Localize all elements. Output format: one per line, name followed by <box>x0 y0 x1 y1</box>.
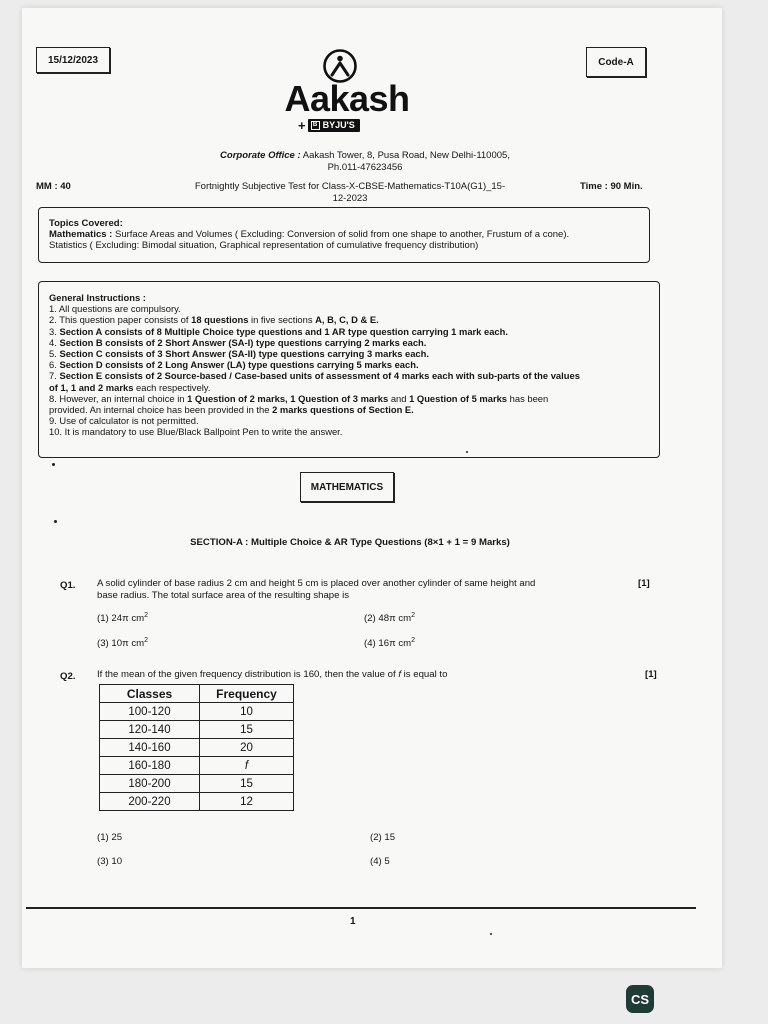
q2-text <box>97 669 617 681</box>
q1-text <box>97 578 637 601</box>
time-allowed: Time : 90 Min. <box>580 181 643 192</box>
byjus-mark-icon: B <box>311 121 320 130</box>
scan-speck <box>54 520 57 523</box>
instruction-3 <box>49 326 649 337</box>
header-frequency: Frequency <box>200 685 294 703</box>
date-box <box>36 47 110 73</box>
instruction-text: and <box>388 392 410 404</box>
instruction-emphasis: Section B consists of 2 Short Answer (SA-I) type questions carrying 2 marks each. <box>59 336 427 348</box>
instruction-text: provided. An internal choice has been provided in the <box>49 404 273 416</box>
brand-name: Aakash <box>284 78 410 119</box>
camscanner-badge-icon <box>626 985 654 1013</box>
instruction-7-cont <box>49 382 649 393</box>
class-cell: 140-160 <box>100 739 200 757</box>
option-label: (3) <box>97 638 109 650</box>
instruction-emphasis: Section C consists of 3 Short Answer (SA-II) type questions carrying 3 marks each. <box>59 348 429 360</box>
option-label: (4) <box>364 638 376 650</box>
q1-option-2 <box>364 612 415 624</box>
instruction-emphasis: A, B, C, D & E. <box>315 314 379 326</box>
topics-math-label: Mathematics : <box>49 229 113 240</box>
instruction-emphasis: 2 marks questions of Section E. <box>272 404 414 416</box>
header-classes: Classes <box>100 685 200 703</box>
subject-box <box>300 472 394 502</box>
class-cell: 200-220 <box>100 793 200 811</box>
instruction-9: 9. Use of calculator is not permitted. <box>49 415 199 427</box>
q2-variable: f <box>398 669 401 680</box>
option-exponent: 2 <box>411 637 416 644</box>
partner-name: BYJU'S <box>322 120 355 130</box>
instruction-text: has been <box>507 392 549 404</box>
topics-heading: Topics Covered: <box>49 218 123 229</box>
instruction-text: 2. This question paper consists of <box>49 314 192 326</box>
class-cell: 120-140 <box>100 721 200 739</box>
subject-name: MATHEMATICS <box>310 481 384 493</box>
instruction-10: 10. It is mandatory to use Blue/Black Ballpoint Pen to write the answer. <box>49 426 343 438</box>
footer-rule <box>26 907 696 909</box>
instruction-8-cont <box>49 404 649 415</box>
frequency-cell: 15 <box>200 775 294 793</box>
instruction-emphasis: 18 questions <box>191 314 249 326</box>
instruction-6 <box>49 359 649 370</box>
scanner-badge-label: CS <box>630 991 650 1007</box>
code-box <box>586 47 646 77</box>
instructions-heading: General Instructions : <box>49 292 146 303</box>
table-row <box>100 793 294 811</box>
class-cell: 160-180 <box>100 757 200 775</box>
max-marks: MM : 40 <box>36 181 71 192</box>
test-title <box>165 181 535 205</box>
q2-option-1: (1) 25 <box>97 832 123 843</box>
exam-date: 15/12/2023 <box>47 54 99 66</box>
phone-number: Ph.011-47623456 <box>327 162 403 173</box>
paper-code: Code-A <box>598 56 634 68</box>
instruction-text: 6. <box>49 359 60 371</box>
general-instructions-box <box>38 281 660 458</box>
topics-line-stats: Statistics ( Excluding: Bimodal situation, Graphical representation of cumulative frequency distribution) <box>49 240 479 251</box>
q2-option-3: (3) 10 <box>97 856 123 867</box>
option-value: 10π cm <box>111 638 145 650</box>
test-title-line1: Fortnightly Subjective Test for Class-X-CBSE-Mathematics-T10A(G1)_15- <box>194 181 506 192</box>
q1-option-4 <box>364 637 415 649</box>
q1-number: Q1. <box>60 580 76 591</box>
table-header-row <box>100 685 294 703</box>
instruction-emphasis: 1 Question of 5 marks <box>409 392 508 404</box>
instruction-text: 8. However, an internal choice in <box>49 392 188 404</box>
section-a-title: SECTION-A : Multiple Choice & AR Type Questions (8×1 + 1 = 9 Marks) <box>190 537 510 548</box>
scan-speck <box>466 451 468 453</box>
option-exponent: 2 <box>144 612 149 619</box>
frequency-table <box>99 684 294 811</box>
instruction-text: 4. <box>49 336 60 348</box>
table-row <box>100 721 294 739</box>
partner-plus: + <box>298 117 306 133</box>
instruction-emphasis: Section D consists of 2 Long Answer (LA) type questions carrying 5 marks each. <box>59 359 419 371</box>
option-value: 16π cm <box>378 638 412 650</box>
frequency-cell: f <box>200 757 294 775</box>
test-title-line2: 12-2023 <box>332 193 368 204</box>
instruction-text: 5. <box>49 348 60 360</box>
q1-option-3 <box>97 637 148 649</box>
table-row <box>100 703 294 721</box>
table-row <box>100 757 294 775</box>
class-cell: 180-200 <box>100 775 200 793</box>
page-number: 1 <box>350 916 356 927</box>
q1-marks: [1] <box>638 578 650 589</box>
option-value: 48π cm <box>378 613 412 625</box>
q1-text-line1: A solid cylinder of base radius 2 cm and height 5 cm is placed over another cylinder of same height and <box>97 578 536 589</box>
instruction-text: 7. <box>49 370 60 382</box>
table-row <box>100 739 294 757</box>
instruction-emphasis: 1 Question of 2 marks, 1 Question of 3 marks <box>187 392 389 404</box>
table-row <box>100 775 294 793</box>
frequency-cell: 10 <box>200 703 294 721</box>
instruction-5 <box>49 348 649 359</box>
corporate-label: Corporate Office : <box>220 150 301 161</box>
instruction-text: each respectively. <box>133 381 211 393</box>
instruction-8 <box>49 393 649 404</box>
scan-speck <box>52 463 55 466</box>
q2-option-2: (2) 15 <box>370 832 396 843</box>
corporate-office <box>150 150 580 174</box>
class-cell: 100-120 <box>100 703 200 721</box>
scan-speck <box>490 933 492 935</box>
frequency-cell: 20 <box>200 739 294 757</box>
option-value: 24π cm <box>111 613 145 625</box>
option-exponent: 2 <box>144 637 149 644</box>
q2-text-part: If the mean of the given frequency distribution is 160, then the value of <box>97 669 399 680</box>
instruction-text: in five sections <box>248 314 316 326</box>
instruction-emphasis: Section A consists of 8 Multiple Choice type questions and 1 AR type question carrying 1 mark each. <box>59 325 508 337</box>
corporate-address: Aakash Tower, 8, Pusa Road, New Delhi-110005, <box>302 150 510 161</box>
option-label: (1) <box>97 613 109 625</box>
topics-covered-box <box>38 207 650 263</box>
instruction-1: 1. All questions are compulsory. <box>49 303 181 315</box>
instruction-text: 3. <box>49 325 60 337</box>
q2-number: Q2. <box>60 671 76 682</box>
q2-marks: [1] <box>645 669 657 680</box>
topics-math-text: Surface Areas and Volumes ( Excluding: Conversion of solid from one shape to another, Frustum of a cone). <box>115 229 570 240</box>
q2-text-part: is equal to <box>401 669 448 680</box>
topics-line-math <box>49 229 639 240</box>
frequency-cell: 12 <box>200 793 294 811</box>
instruction-7 <box>49 370 649 381</box>
frequency-cell: 15 <box>200 721 294 739</box>
option-exponent: 2 <box>411 612 416 619</box>
instruction-emphasis: Section E consists of 2 Source-based / Case-based units of assessment of 4 marks each with sub-parts of the values <box>59 370 580 382</box>
q1-option-1 <box>97 612 148 624</box>
instruction-2 <box>49 314 649 325</box>
q2-option-4: (4) 5 <box>370 856 390 867</box>
q1-text-line2: base radius. The total surface area of the resulting shape is <box>97 589 350 601</box>
option-label: (2) <box>364 613 376 625</box>
partner-badge <box>308 119 360 132</box>
partner-logo <box>298 118 360 132</box>
instruction-emphasis: of 1, 1 and 2 marks <box>49 381 134 393</box>
instruction-4 <box>49 337 649 348</box>
